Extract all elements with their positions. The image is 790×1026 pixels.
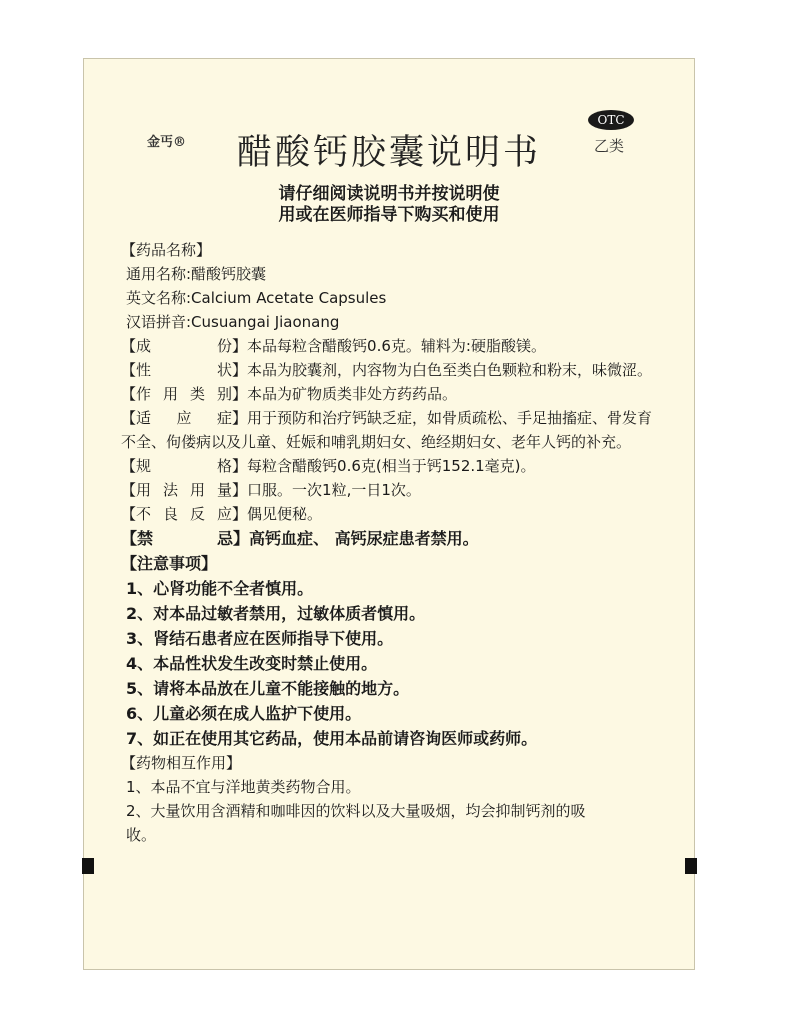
registration-mark-right [685,858,697,874]
precautions-header: 【注意事项】 [121,554,218,573]
interaction-item: 1、本品不宜与洋地黄类药物合用。 [126,778,361,796]
category-label: 作用类别 [136,385,233,403]
composition-text: 本品每粒含醋酸钙0.6克。辅料为:硬脂酸镁。 [247,337,546,355]
pinyin-name: 汉语拼音:Cusuangai Jiaonang [126,313,340,331]
page-title: 醋酸钙胶囊说明书 [236,133,541,173]
english-name: 英文名称:Calcium Acetate Capsules [126,289,387,307]
indications-section: 【适应症】用于预防和治疗钙缺乏症，如骨质疏松、手足抽搐症、骨发育不全、佝偻病以及儿童、妊娠和哺乳期妇女、绝经期妇女、老年人钙的补充。 [121,406,661,454]
category-section: 【作用类别】本品为矿物质类非处方药药品。 [121,382,661,406]
composition-section: 【成份】本品每粒含醋酸钙0.6克。辅料为:硬脂酸镁。 [121,334,661,358]
description-label: 性状 [136,361,233,379]
contraindications-text: 高钙血症、 高钙尿症患者禁用。 [249,529,479,548]
precaution-item: 7、如正在使用其它药品，使用本品前请咨询医师或药师。 [126,729,538,748]
generic-name: 通用名称:醋酸钙胶囊 [126,265,267,283]
specification-label: 规格 [136,457,233,475]
reading-notice [84,184,694,226]
interaction-item: 2、大量饮用含酒精和咖啡因的饮料以及大量吸烟，均会抑制钙剂的吸收。 [126,802,586,844]
registration-mark-left [82,858,94,874]
leaflet-content [121,238,661,847]
drug-name-header: 【药品名称】 [121,241,212,259]
notice-line: 用或在医师指导下购买和使用 [278,205,500,225]
notice-line: 请仔细阅读说明书并按说明使 [278,184,500,204]
precaution-item: 3、肾结石患者应在医师指导下使用。 [126,629,394,648]
category-text: 本品为矿物质类非处方药药品。 [247,385,458,403]
precaution-item: 5、请将本品放在儿童不能接触的地方。 [126,679,410,698]
brand-logo: 金丐® [147,135,187,150]
specification-section: 【规格】每粒含醋酸钙0.6克(相当于钙152.1毫克)。 [121,454,661,478]
adverse-label: 不良反应 [136,505,233,523]
otc-badge: OTC [588,110,634,130]
description-section: 【性状】本品为胶囊剂，内容物为白色至类白色颗粒和粉末，味微涩。 [121,358,661,382]
adverse-text: 偶见便秘。 [247,505,323,523]
adverse-section: 【不良反应】偶见便秘。 [121,502,661,526]
precaution-item: 2、对本品过敏者禁用，过敏体质者慎用。 [126,604,426,623]
precaution-item: 1、心肾功能不全者慎用。 [126,579,314,598]
specification-text: 每粒含醋酸钙0.6克(相当于钙152.1毫克)。 [247,457,536,475]
precaution-item: 4、本品性状发生改变时禁止使用。 [126,654,378,673]
composition-label: 成份 [136,337,233,355]
dosage-text: 口服。一次1粒,一日1次。 [247,481,421,499]
otc-class: 乙类 [594,137,625,155]
indications-label: 适应症 [136,409,233,427]
description-text: 本品为胶囊剂，内容物为白色至类白色颗粒和粉末，味微涩。 [247,361,653,379]
dosage-label: 用法用量 [136,481,233,499]
interactions-header: 【药物相互作用】 [121,754,242,772]
precaution-item: 6、儿童必须在成人监护下使用。 [126,704,362,723]
leaflet-sheet [83,58,695,970]
contraindications-section: 【禁忌】高钙血症、 高钙尿症患者禁用。 [121,526,661,551]
dosage-section: 【用法用量】口服。一次1粒,一日1次。 [121,478,661,502]
indications-text: 用于预防和治疗钙缺乏症，如骨质疏松、手足抽搐症、骨发育不全、佝偻病以及儿童、妊娠和哺乳期妇女、绝经期妇女、老年人钙的补充。 [121,409,653,451]
contraindications-label: 禁忌 [137,529,234,548]
